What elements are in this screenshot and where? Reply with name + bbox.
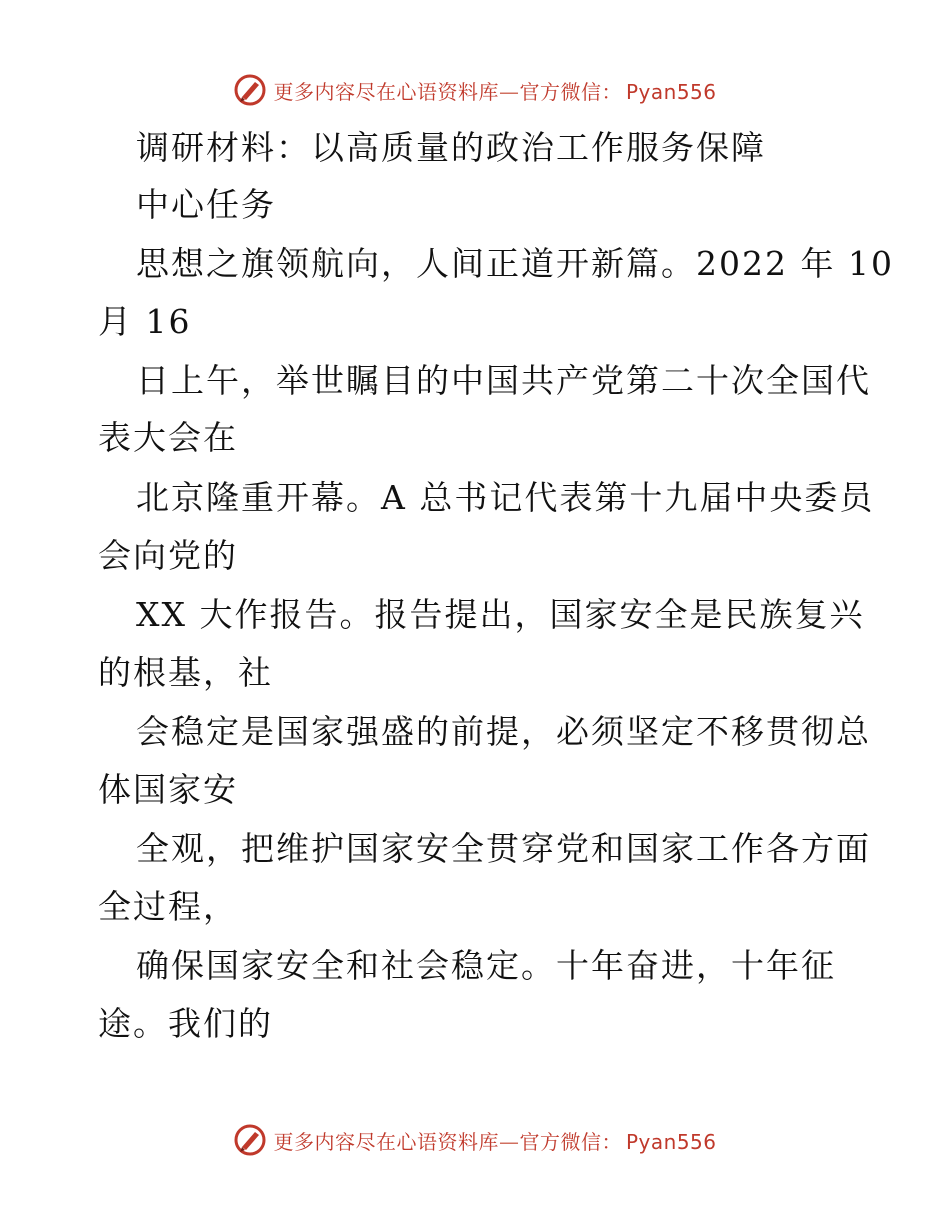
watermark-main-text: 更多内容尽在心语资料库 [273, 79, 499, 104]
paragraph-line: 表大会在 [98, 418, 238, 457]
watermark-main-text: 更多内容尽在心语资料库 [273, 1129, 499, 1154]
watermark-wechat-label: 官方微信： [519, 79, 622, 104]
watermark-text [273, 76, 716, 105]
paragraph-line: 月 16 [98, 302, 192, 341]
paragraph-line: 全观，把维护国家安全贯穿党和国家工作各方面 [136, 829, 871, 868]
pen-circle-logo-icon [233, 73, 267, 107]
watermark-wechat-label: 官方微信： [519, 1129, 622, 1154]
paragraph-line: 北京隆重开幕。A 总书记代表第十九届中央委员 [136, 478, 875, 517]
paragraph-line: 全过程， [98, 887, 238, 926]
watermark-wechat-id: Pyan556 [625, 1129, 717, 1154]
paragraph-line: 日上午，举世瞩目的中国共产党第二十次全国代 [136, 361, 871, 400]
watermark-separator: — [498, 1129, 520, 1154]
document-title-line-2: 中心任务 [136, 185, 276, 224]
paragraph-line: 确保国家安全和社会稳定。十年奋进，十年征 [136, 946, 836, 985]
paragraph-line: 的根基，社 [98, 653, 273, 692]
paragraph-line: 会向党的 [98, 536, 238, 575]
document-title-line-1: 调研材料：以高质量的政治工作服务保障 [136, 128, 766, 167]
watermark-separator: — [498, 79, 520, 104]
footer-watermark [0, 1120, 950, 1160]
watermark-wechat-id: Pyan556 [625, 79, 717, 104]
paragraph-line: 会稳定是国家强盛的前提，必须坚定不移贯彻总 [136, 712, 871, 751]
watermark-text [273, 1126, 716, 1155]
paragraph-line: 途。我们的 [98, 1004, 273, 1043]
header-watermark [0, 70, 950, 110]
paragraph-line: XX 大作报告。报告提出，国家安全是民族复兴 [136, 595, 865, 634]
paragraph-line: 体国家安 [98, 770, 238, 809]
pen-circle-logo-icon [233, 1123, 267, 1157]
paragraph-line: 思想之旗领航向，人间正道开新篇。2022 年 10 [136, 244, 894, 283]
